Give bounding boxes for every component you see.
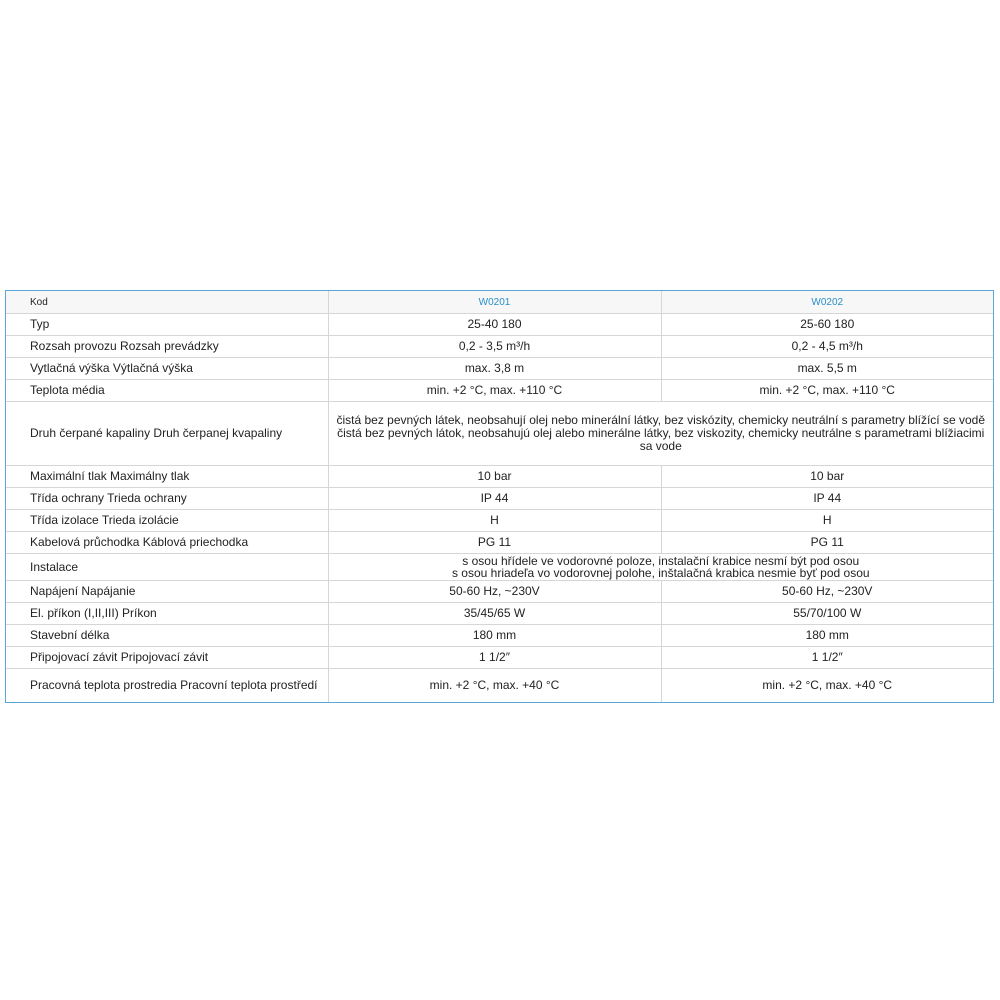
row-label: Vytlačná výška Výtlačná výška: [6, 358, 328, 380]
row-value-b: min. +2 °C, max. +110 °C: [661, 380, 993, 402]
product-code-a: W0201: [328, 291, 661, 314]
row-value-a: min. +2 °C, max. +110 °C: [328, 380, 661, 402]
row-label: Druh čerpané kapaliny Druh čerpanej kvapaliny: [6, 402, 328, 466]
row-value-a: 180 mm: [328, 625, 661, 647]
spec-table: [6, 291, 993, 702]
row-label: Maximální tlak Maximálny tlak: [6, 466, 328, 488]
row-label: Třída izolace Trieda izolácie: [6, 510, 328, 532]
row-label: Napájení Napájanie: [6, 581, 328, 603]
table-row: [6, 625, 993, 647]
table-row: [6, 380, 993, 402]
row-value-b: 55/70/100 W: [661, 603, 993, 625]
row-value-b: 10 bar: [661, 466, 993, 488]
table-row: [6, 466, 993, 488]
row-value-b: IP 44: [661, 488, 993, 510]
spec-table-container: [5, 290, 994, 703]
row-value-a: 35/45/65 W: [328, 603, 661, 625]
table-header-row: [6, 291, 993, 314]
row-label: Typ: [6, 314, 328, 336]
row-value-a: 50-60 Hz, ~230V: [328, 581, 661, 603]
table-row: [6, 336, 993, 358]
row-label: Kabelová průchodka Káblová priechodka: [6, 532, 328, 554]
installation-line-cz: s osou hřídele ve vodorovné poloze, instalační krabice nesmí být pod osou: [462, 554, 860, 568]
table-row: [6, 647, 993, 669]
row-value-a: max. 3,8 m: [328, 358, 661, 380]
row-label: Připojovací závit Pripojovací závit: [6, 647, 328, 669]
table-row: [6, 314, 993, 336]
table-row: [6, 488, 993, 510]
row-value-a: 1 1/2″: [328, 647, 661, 669]
row-label: Instalace: [6, 554, 328, 581]
row-value-b: min. +2 °C, max. +40 °C: [661, 669, 993, 703]
row-value-b: H: [661, 510, 993, 532]
table-row: [6, 358, 993, 380]
row-value-b: 0,2 - 4,5 m³/h: [661, 336, 993, 358]
row-value-a: 25-40 180: [328, 314, 661, 336]
table-row: [6, 669, 993, 703]
row-value-b: 180 mm: [661, 625, 993, 647]
row-label: Třída ochrany Trieda ochrany: [6, 488, 328, 510]
table-row: [6, 581, 993, 603]
row-value-b: 1 1/2″: [661, 647, 993, 669]
row-label: Rozsah provozu Rozsah prevádzky: [6, 336, 328, 358]
row-label: Teplota média: [6, 380, 328, 402]
table-row: [6, 402, 993, 466]
row-value-merged: čistá bez pevných látek, neobsahují olej nebo minerální látky, bez viskózity, chemicky neutrální s parametry blížící se vodě čistá bez pevných látok, neobsahujú olej alebo minerálne látky, bez viskozity, chemicky neutrálne s parametrami blížiacimi sa vode: [328, 402, 993, 466]
product-code-b: W0202: [661, 291, 993, 314]
row-value-a: PG 11: [328, 532, 661, 554]
row-value-a: H: [328, 510, 661, 532]
row-value-a: IP 44: [328, 488, 661, 510]
row-value-a: 10 bar: [328, 466, 661, 488]
row-value-merged: [328, 554, 993, 581]
row-label: Pracovná teplota prostredia Pracovní teplota prostředí: [30, 678, 318, 692]
row-value-b: PG 11: [661, 532, 993, 554]
table-row: [6, 532, 993, 554]
row-value-b: max. 5,5 m: [661, 358, 993, 380]
row-value-a: min. +2 °C, max. +40 °C: [328, 669, 661, 703]
table-row: [6, 510, 993, 532]
header-label: Kod: [6, 291, 328, 314]
row-value-b: 50-60 Hz, ~230V: [661, 581, 993, 603]
row-label: El. příkon (I,II,III) Príkon: [6, 603, 328, 625]
row-label: Stavební délka: [6, 625, 328, 647]
row-value-b: 25-60 180: [661, 314, 993, 336]
table-row: [6, 554, 993, 581]
table-row: [6, 603, 993, 625]
installation-line-sk: s osou hriadeľa vo vodorovnej polohe, inštalačná krabica nesmie byť pod osou: [451, 566, 870, 580]
row-value-a: 0,2 - 3,5 m³/h: [328, 336, 661, 358]
